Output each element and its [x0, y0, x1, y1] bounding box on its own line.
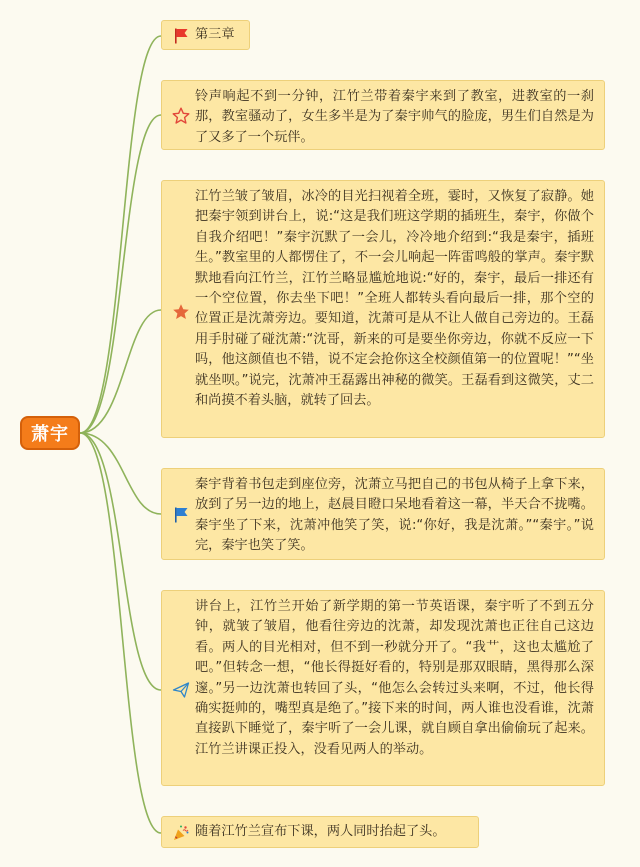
topic-text: 秦宇背着书包走到座位旁，沈萧立马把自己的书包从椅子上拿下来，放到了另一边的地上，赵晨目瞪口呆地看着这一幕，半天合不拢嘴。秦宇坐了下来，沈萧冲他笑了笑，说:“你好，我是沈萧。”“秦宇。”说完，秦宇也笑了笑。 [195, 477, 594, 554]
topic-node[interactable] [161, 816, 479, 848]
root-node[interactable]: 萧宇 [20, 416, 80, 450]
topic-text: 江竹兰皱了皱眉，冰冷的目光扫视着全班，霎时，又恢复了寂静。她把秦宇领到讲台上，说:“这是我们班这学期的插班生，秦宇，你做个自我介绍吧！”秦宇沉默了一会儿，冷冷地介绍到:“我是秦宇，插班生。”教室里的人都愣住了，不一会儿响起一阵雷鸣般的掌声。秦宇默默地看向江竹兰，江竹兰略显尴尬地说:“好的，秦宇，最后一排还有一个空位置，你去坐下吧！”全班人都转头看向最后一排，那个空的位置正是沈萧旁边。要知道，沈萧可是从不让人做自己旁边的。王磊用手肘碰了碰沈萧:“沈哥，新来的可是要坐你旁边，你就不反应一下吗，他这颜值也不错，说不定会抢你这全校颜值第一的位置呢！”“坐就坐呗。”说完，沈萧冲王磊露出神秘的微笑。王磊看到这微笑，丈二和尚摸不着头脑，就转了回去。 [195, 189, 594, 409]
branch-line [80, 115, 161, 433]
branch-line [80, 433, 161, 833]
branch-line [80, 433, 161, 514]
branch-line [80, 433, 161, 690]
branch-line [80, 310, 161, 433]
topic-node[interactable] [161, 590, 605, 786]
topic-node[interactable] [161, 180, 605, 438]
star-outline-icon [172, 107, 190, 125]
party-popper-icon [172, 824, 190, 842]
topic-node[interactable] [161, 20, 250, 50]
topic-text: 讲台上，江竹兰开始了新学期的第一节英语课，秦宇听了不到五分钟，就皱了皱眉，他看往旁边的沈萧，却发现沈萧也正往自己这边看。两人的目光相对，但不到一秒就分开了。“我艹，这也太尴尬了吧。”但转念一想，“他长得挺好看的，特别是那双眼睛，黑得那么深邃。”另一边沈萧也转回了头，“他怎么会转过头来啊，不过，他长得确实挺帅的，嘴型真是绝了。”接下来的时间，两人谁也没看谁，沈萧直接趴下睡觉了，秦宇听了一会儿课，就自顾自拿出偷偷玩了起来。江竹兰讲课正投入，没看见两人的举动。 [195, 599, 594, 757]
orange-star-icon [172, 303, 190, 321]
red-flag-icon [172, 27, 190, 45]
topic-text: 铃声响起不到一分钟，江竹兰带着秦宇来到了教室，进教室的一刹那，教室骚动了，女生多半是为了秦宇帅气的脸庞，男生们自然是为了又多了一个玩伴。 [195, 89, 594, 145]
topic-node[interactable] [161, 80, 605, 150]
blue-flag-icon [172, 506, 190, 524]
branch-line [80, 36, 161, 433]
topic-text: 第三章 [195, 26, 235, 42]
paper-plane-icon [172, 681, 190, 699]
topic-node[interactable] [161, 468, 605, 560]
topic-text: 随着江竹兰宣布下课，两人同时抬起了头。 [195, 823, 446, 839]
